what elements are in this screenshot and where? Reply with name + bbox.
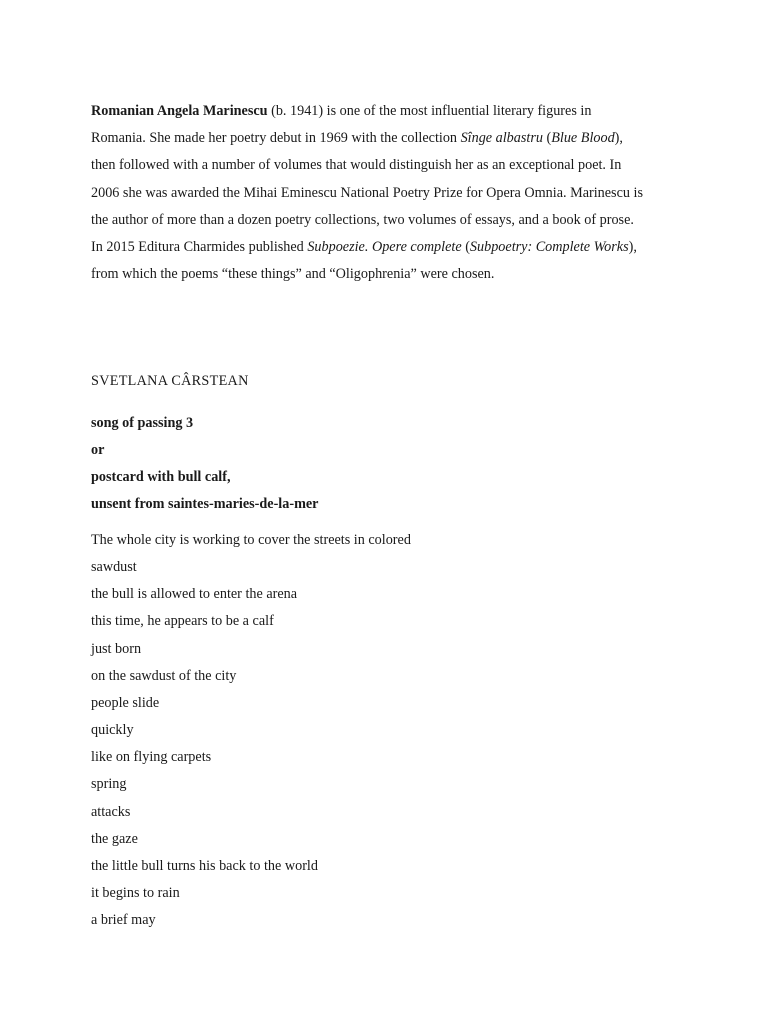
bio-line: from which the poems “these things” and “Oligophrenia” were chosen. (91, 266, 495, 283)
poem-line: just born (91, 640, 142, 657)
bio-book-title: Subpoezie. Opere complete (307, 239, 462, 256)
poem-line: this time, he appears to be a calf (91, 613, 274, 630)
poem-line: like on flying carpets (91, 749, 212, 766)
author-bio-paragraph (91, 98, 691, 288)
bio-line: In 2015 Editura Charmides published Subpoezie. Opere complete (Subpoetry: Complete Works), (91, 239, 637, 256)
bio-line: Romanian Angela Marinescu (b. 1941) is one of the most influential literary figures in (91, 103, 592, 119)
poem-title-line: postcard with bull calf, (91, 469, 231, 485)
poem-line: on the sawdust of the city (91, 667, 237, 684)
poem-title (91, 410, 318, 518)
poem-line: it begins to rain (91, 885, 180, 902)
poem-title-line: unsent from saintes-maries-de-la-mer (91, 496, 319, 512)
poet-name-heading: SVETLANA CÂRSTEAN (91, 373, 249, 389)
poem-line: attacks (91, 803, 131, 820)
bio-book-title: Sînge albastru (460, 130, 543, 147)
bio-book-translation: Subpoetry: Complete Works (469, 239, 629, 256)
poem-line: people slide (91, 694, 160, 711)
bio-book-translation: Blue Blood (551, 130, 615, 147)
poem-line: a brief may (91, 912, 156, 929)
poem-line: spring (91, 776, 127, 793)
poem-line: the little bull turns his back to the world (91, 857, 318, 874)
poem-title-line: song of passing 3 (91, 415, 194, 431)
poem-body (91, 527, 411, 934)
poem-line: the gaze (91, 830, 138, 847)
poem-line: sawdust (91, 559, 137, 576)
poem-title-line: or (91, 442, 105, 458)
bio-line: then followed with a number of volumes that would distinguish her as an exceptional poet. In (91, 157, 622, 174)
poem-line: quickly (91, 722, 134, 739)
bio-line: 2006 she was awarded the Mihai Eminescu National Poetry Prize for Opera Omnia. Marinescu is (91, 184, 643, 201)
poem-line: The whole city is working to cover the streets in colored (91, 532, 411, 548)
bio-line: Romania. She made her poetry debut in 1969 with the collection Sînge albastru (Blue Blood), (91, 130, 623, 147)
bio-author-name: Romanian Angela Marinescu (91, 103, 268, 119)
bio-line: the author of more than a dozen poetry collections, two volumes of essays, and a book of prose. (91, 211, 634, 228)
poem-line: the bull is allowed to enter the arena (91, 586, 298, 603)
